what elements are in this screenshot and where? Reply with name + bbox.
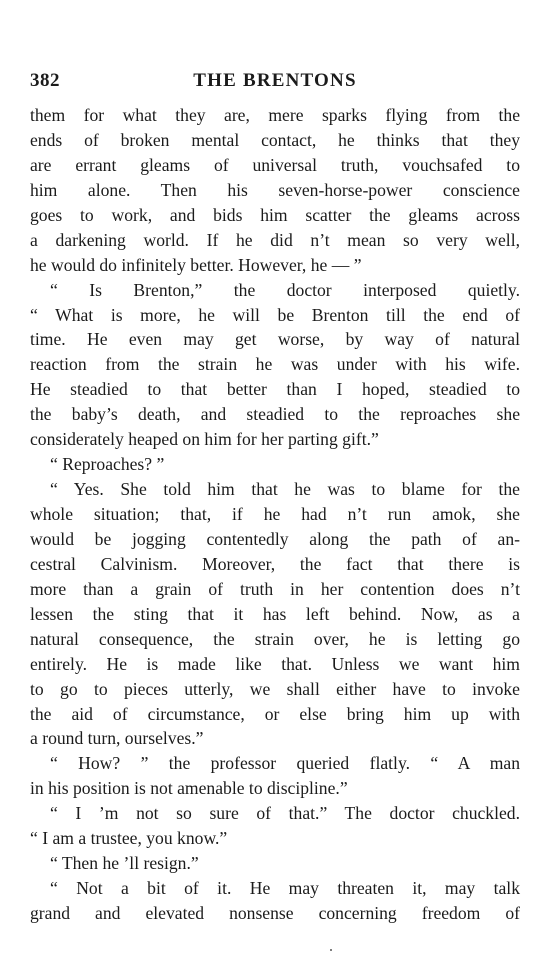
text-line: “ What is more, he will be Brenton till the end of — [30, 304, 520, 325]
text-line: “ Then he ’ll resign.” — [50, 853, 199, 874]
text-line: lessen the sting that it has left behind. Now, as a — [30, 603, 520, 624]
text-line: grand and elevated nonsense concerning freedom of — [30, 903, 520, 923]
text-line: reaction from the strain he was under with his wife. — [30, 354, 520, 375]
text-line: the baby’s death, and steadied to the reproaches she — [30, 404, 520, 425]
text-line: “ Reproaches? ” — [50, 454, 165, 475]
page-number: 382 — [30, 70, 60, 91]
text-line: him alone. Then his seven-horse-power conscience — [30, 179, 520, 200]
text-line: would be jogging contentedly along the path of an- — [30, 528, 520, 549]
text-line: “ How? ” the professor queried flatly. “ A man — [50, 753, 520, 774]
text-line: ends of broken mental contact, he thinks that they — [30, 129, 520, 150]
text-line: cestral Calvinism. Moreover, the fact that there is — [30, 553, 520, 574]
text-line: He steadied to that better than I hoped, steadied to — [30, 379, 520, 400]
text-line: “ I ’m not so sure of that.” The doctor chuckled. — [50, 803, 520, 824]
text-line: the aid of circumstance, or else bring him up with — [30, 703, 520, 724]
text-line: them for what they are, mere sparks flying from the — [30, 105, 520, 125]
text-line: whole situation; that, if he had n’t run amok, she — [30, 504, 520, 524]
text-line: considerately heaped on him for her parting gift.” — [30, 429, 379, 450]
text-line: are errant gleams of universal truth, vouchsafed to — [30, 154, 520, 175]
body-text — [30, 103, 520, 926]
text-line: “ Not a bit of it. He may threaten it, may talk — [50, 878, 520, 899]
running-head — [30, 70, 520, 94]
text-line: more than a grain of truth in her contention does n’t — [30, 578, 520, 599]
text-line: he would do infinitely better. However, he — ” — [30, 254, 362, 275]
text-line: entirely. He is made like that. Unless we want him — [30, 653, 520, 674]
text-line: natural consequence, the strain over, he is letting go — [30, 628, 520, 649]
book-title: THE BRENTONS — [193, 70, 357, 91]
text-line: in his position is not amenable to discipline.” — [30, 778, 348, 799]
text-line: “ I am a trustee, you know.” — [30, 828, 228, 849]
text-line: goes to work, and bids him scatter the gleams across — [30, 204, 520, 225]
text-line: time. He even may get worse, by way of natural — [30, 329, 520, 350]
text-line: to go to pieces utterly, we shall either have to invoke — [30, 678, 520, 699]
text-line: “ Is Brenton,” the doctor interposed quietly. — [50, 279, 520, 300]
text-line: a darkening world. If he did n’t mean so very well, — [30, 229, 520, 250]
text-line: “ Yes. She told him that he was to blame for the — [50, 479, 520, 500]
text-line: a round turn, ourselves.” — [30, 728, 204, 749]
paper-speck — [330, 949, 332, 951]
